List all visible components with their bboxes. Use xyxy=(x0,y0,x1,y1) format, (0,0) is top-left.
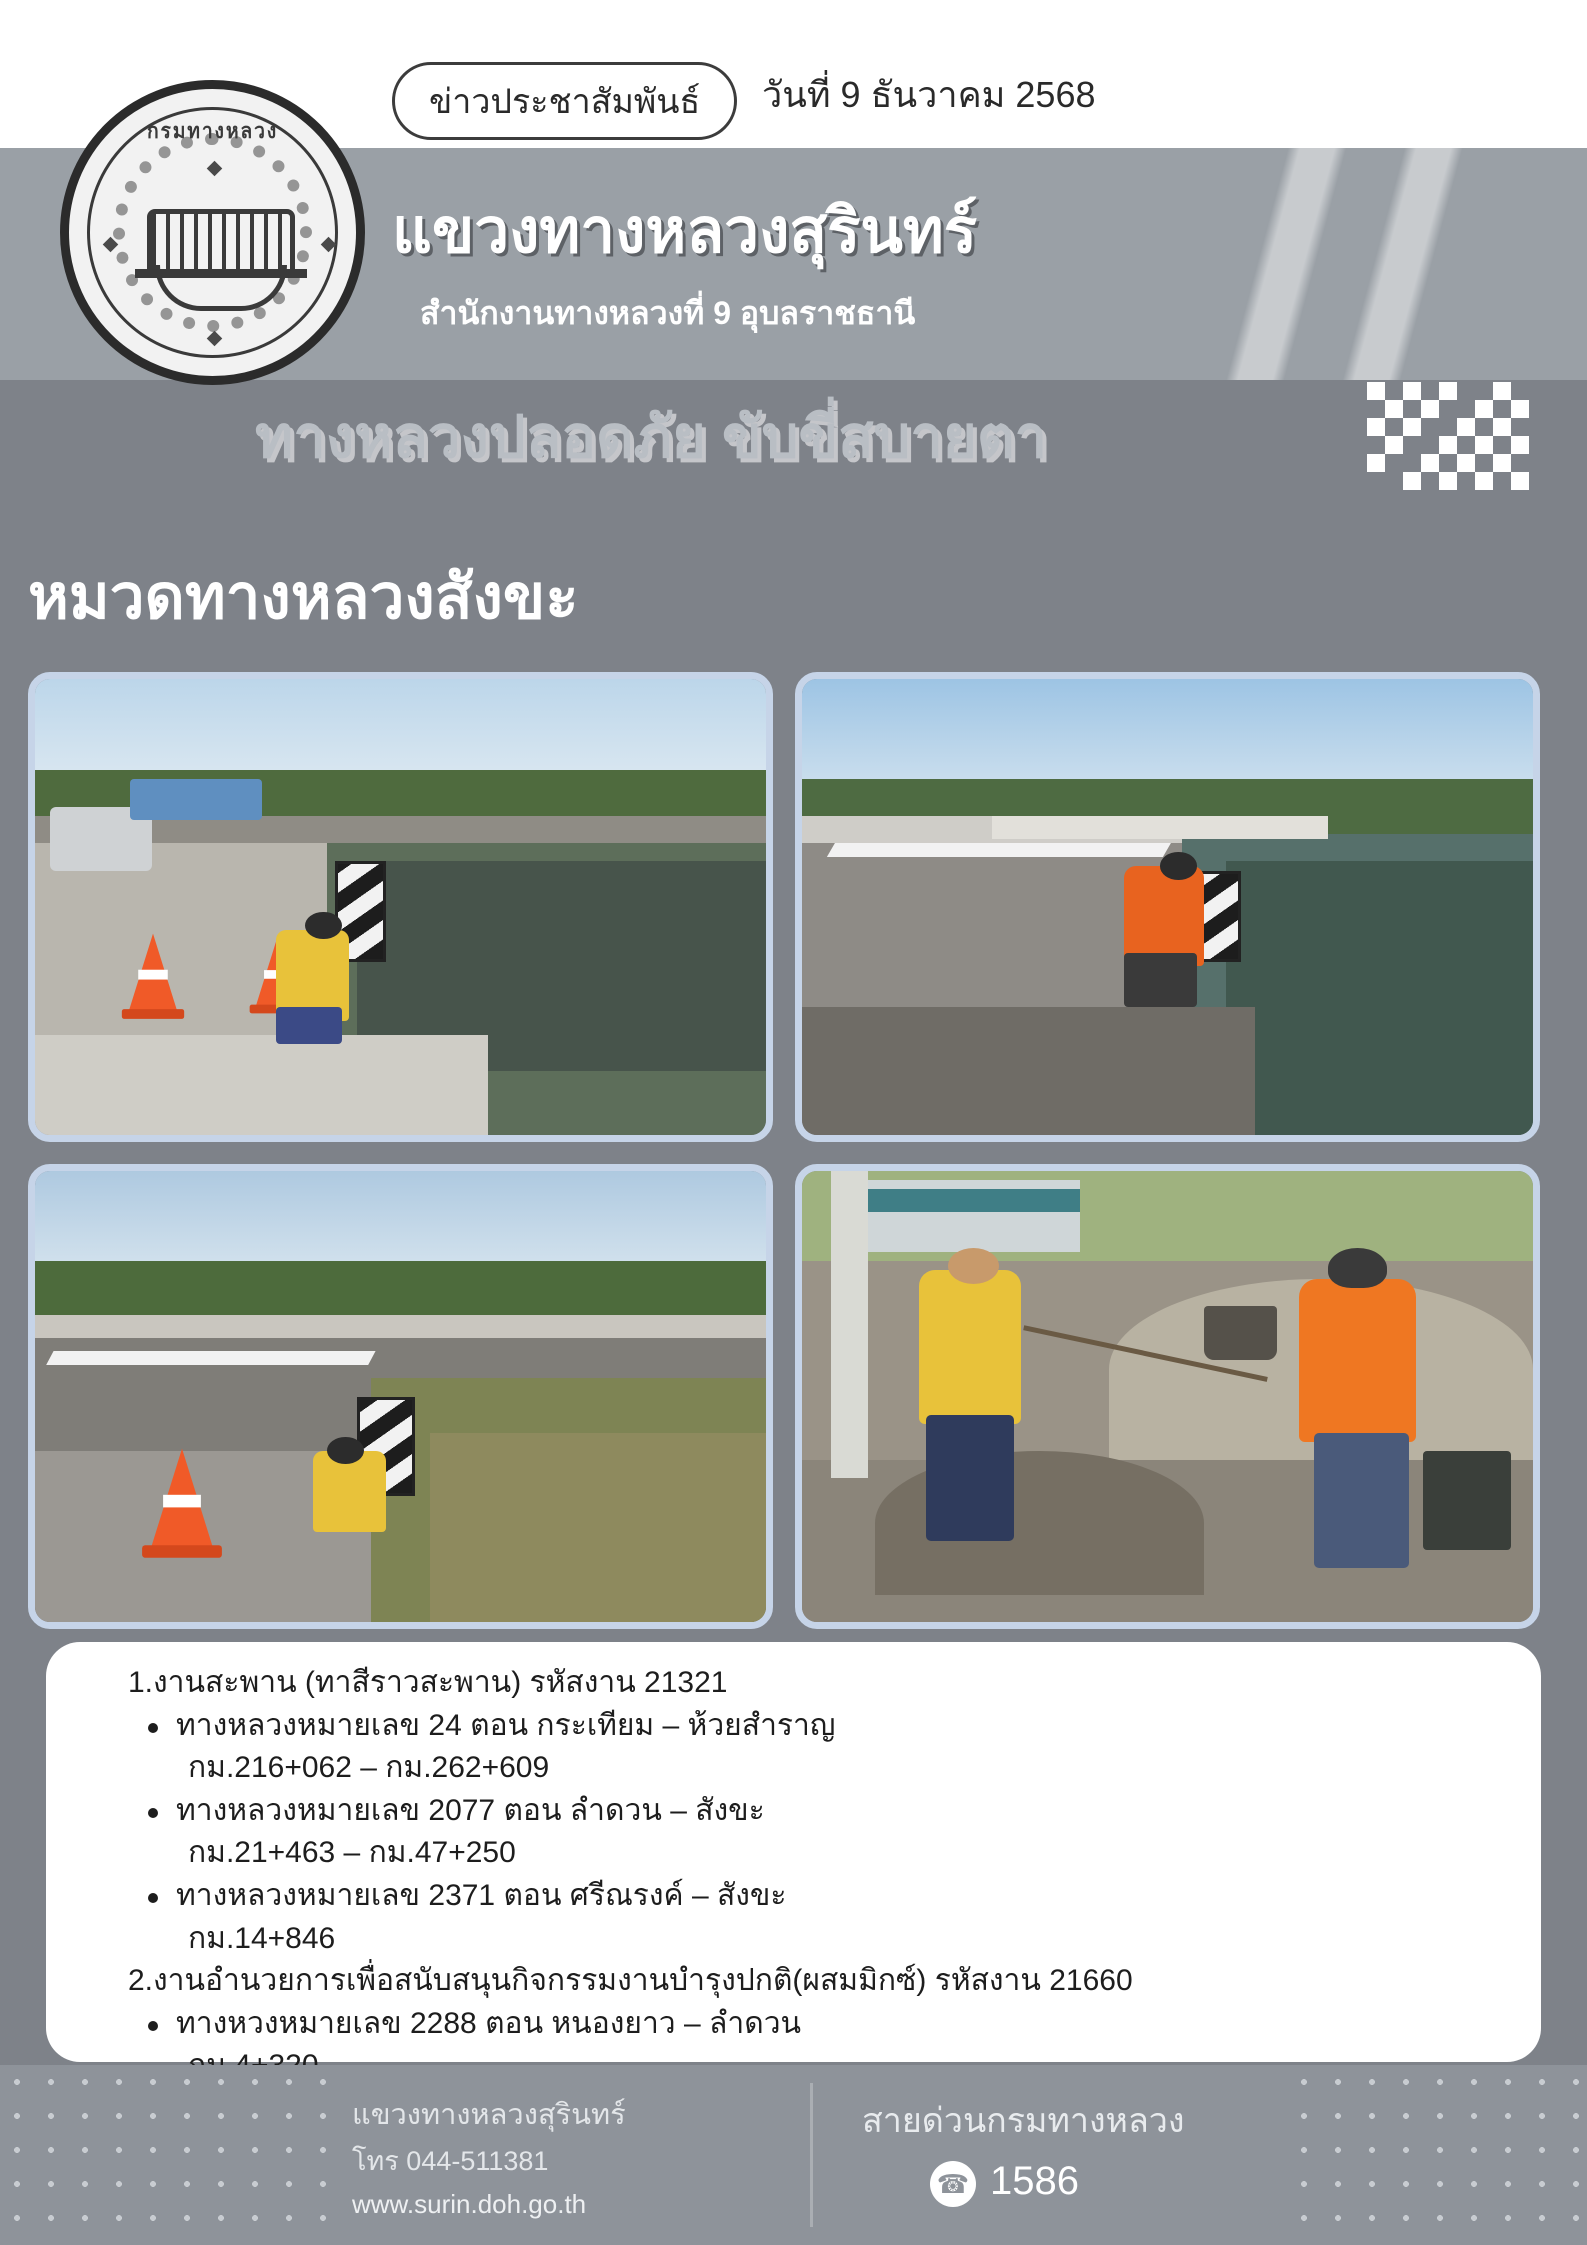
footer-dot-pattern-left xyxy=(0,2065,330,2245)
traffic-cone-icon xyxy=(128,934,177,1013)
photo-1-scene xyxy=(35,679,766,1135)
slogan-text: ทางหลวงปลอดภัย ขับขี่สบายตา xyxy=(255,405,1048,470)
logo-bridge-icon xyxy=(147,209,295,271)
photo-3-scene xyxy=(35,1171,766,1622)
footer-organization: แขวงทางหลวงสุรินทร์ xyxy=(352,2099,626,2131)
photo-grid xyxy=(28,672,1559,1629)
worker-figure xyxy=(1299,1279,1416,1441)
details-card xyxy=(46,1642,1541,2062)
organization-title: แขวงทางหลวงสุรินทร์ xyxy=(392,197,978,266)
detail-line: 1.งานสะพาน (ทาสีราวสะพาน) รหัสงาน 21321 xyxy=(128,1666,728,1699)
phone-icon: ☎ xyxy=(930,2161,976,2207)
detail-line: 2.งานอำนวยการเพื่อสนับสนุนกิจกรรมงานบำรุงปกติ(ผสมมิกซ์) รหัสงาน 21660 xyxy=(128,1964,1133,1998)
photo-item xyxy=(28,672,773,1142)
doh-logo xyxy=(60,80,365,385)
logo-text: กรมทางหลวง xyxy=(146,120,279,143)
footer-divider xyxy=(810,2083,813,2227)
section-title: หมวดทางหลวงสังขะ xyxy=(28,563,579,632)
detail-line: กม.216+062 – กม.262+609 xyxy=(188,1751,550,1785)
news-badge: ข่าวประชาสัมพันธ์ xyxy=(392,62,737,140)
worker-figure xyxy=(1124,866,1204,966)
footer-telephone: โทร 044-511381 xyxy=(352,2146,549,2176)
detail-line: ทางหลวงหมายเลข 24 ตอน กระเทียม – ห้วยสำราญ xyxy=(102,1705,1499,1748)
photo-4-scene xyxy=(802,1171,1533,1622)
organization-subtitle: สำนักงานทางหลวงที่ 9 อุบลราชธานี xyxy=(420,295,916,331)
photo-item xyxy=(795,672,1540,1142)
hotline-number: 1586 xyxy=(990,2159,1079,2203)
hotline-label: สายด่วนกรมทางหลวง xyxy=(862,2102,1185,2140)
publish-date: วันที่ 9 ธันวาคม 2568 xyxy=(762,74,1096,115)
detail-line: ทางหลวงหมายเลข 2371 ตอน ศรีณรงค์ – สังขะ xyxy=(102,1875,1499,1918)
detail-line: ทางหลวงหมายเลข 2077 ตอน ลำดวน – สังขะ xyxy=(102,1790,1499,1833)
page-footer xyxy=(0,2065,1587,2245)
traffic-cone-icon xyxy=(150,1448,213,1549)
detail-line: กม.14+846 xyxy=(188,1921,336,1955)
worker-figure xyxy=(919,1270,1021,1423)
detail-line: กม.21+463 – กม.47+250 xyxy=(188,1836,516,1870)
photo-item xyxy=(795,1164,1540,1629)
page-header xyxy=(0,0,1587,380)
photo-item xyxy=(28,1164,773,1629)
detail-line: ทางหวงหมายเลข 2288 ตอน หนองยาว – ลำดวน xyxy=(102,2003,1499,2046)
slogan-area xyxy=(0,380,1587,510)
photo-2-scene xyxy=(802,679,1533,1135)
footer-dot-pattern-right xyxy=(1287,2065,1587,2245)
qr-code-icon xyxy=(1367,382,1537,502)
footer-website[interactable]: www.surin.doh.go.th xyxy=(352,2189,587,2219)
